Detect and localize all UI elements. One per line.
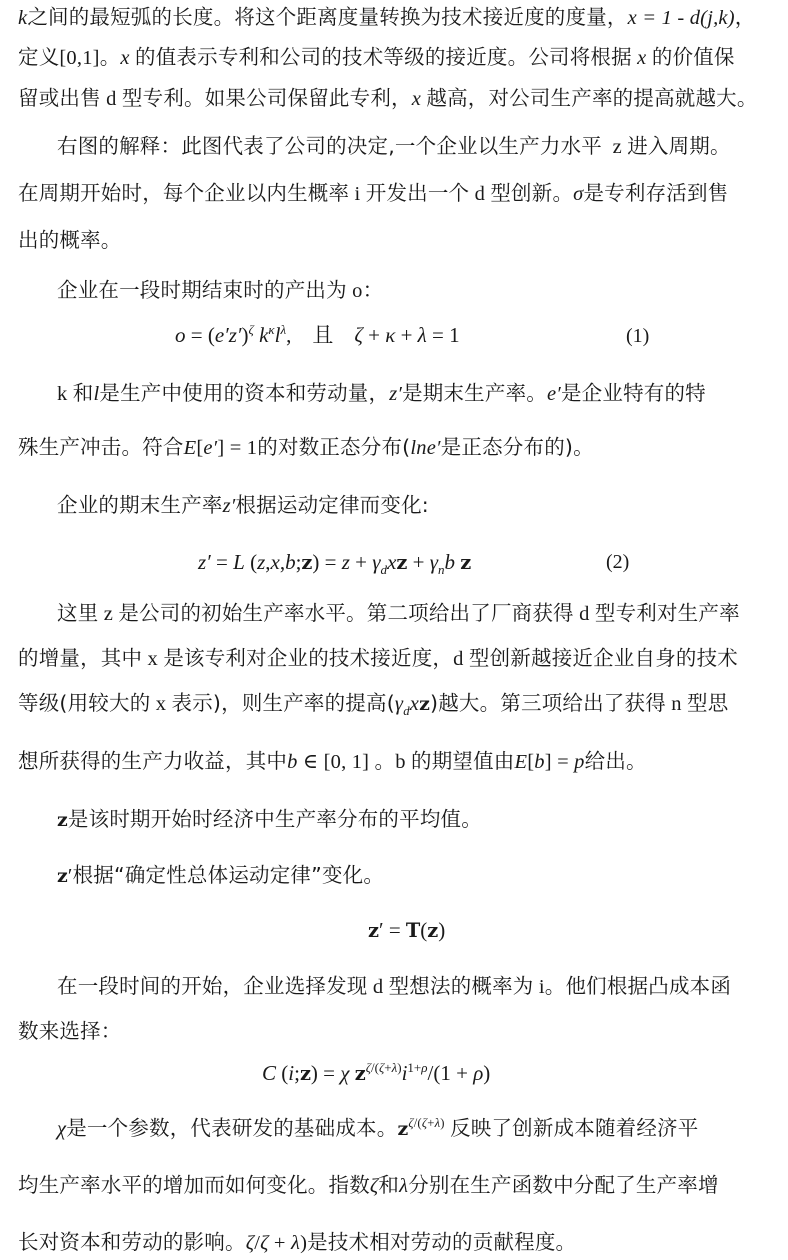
paragraph-line: 均生产率水平的增加而如何变化。指数ζ和λ分别在生产函数中分配了生产率增 <box>18 1173 719 1197</box>
paragraph-line: 出的概率。 <box>18 228 122 252</box>
paragraph-line: 殊生产冲击。符合E[e′] = 1的对数正态分布(lne′是正态分布的)。 <box>18 435 594 459</box>
paragraph-line: k之间的最短弧的长度。将这个距离度量转换为技术接近度的度量，x = 1 - d(j,k)， <box>18 5 756 29</box>
equation-number: (2) <box>606 551 630 573</box>
paragraph-line: 数来选择： <box>18 1019 122 1043</box>
paragraph-line: 企业的期末生产率z′根据运动定律而变化: <box>57 493 429 517</box>
paragraph-line: 企业在一段时期结束时的产出为 o： <box>57 278 384 302</box>
paragraph-line: 在周期开始时，每个企业以内生概率 i 开发出一个 d 型创新。σ是专利存活到售 <box>18 181 729 205</box>
paragraph-line: 右图的解释：此图代表了公司的决定,一个企业以生产力水平 z 进入周期。 <box>57 134 731 158</box>
paragraph-line: z′根据“确定性总体运动定律”变化。 <box>57 863 385 887</box>
equation-number: (1) <box>626 325 650 347</box>
equation-4: C (i;z) = χ $z^{\zeta/(\zeta+\lambda)}i^{1+\rho}/(1 + \rho)$ <box>262 1060 491 1085</box>
paragraph-line: z是该时期开始时经济中生产率分布的平均值。 <box>57 807 482 831</box>
paragraph-line: 定义[0,1]。x 的值表示专利和公司的技术等级的接近度。公司将根据 x 的价值保 <box>18 45 735 69</box>
paragraph-line: k 和l是生产中使用的资本和劳动量，z′是期末生产率。e′是企业特有的特 <box>57 381 706 405</box>
paragraph-line: 想所获得的生产力收益，其中b ∈ [0, 1] 。b 的期望值由E[b] = p给出。 <box>18 749 647 773</box>
paragraph-line: 在一段时间的开始，企业选择发现 d 型想法的概率为 i。他们根据凸成本函 <box>57 974 732 998</box>
equation-3: z′ = T(z) <box>368 918 446 942</box>
paragraph-line: 留或出售 d 型专利。如果公司保留此专利，x 越高，对公司生产率的提高就越大。 <box>18 86 758 110</box>
paragraph-line: 这里 z 是公司的初始生产率水平。第二项给出了厂商获得 d 型专利对生产率 <box>57 601 740 625</box>
paragraph-line: χ是一个参数，代表研发的基础成本。$z^{\zeta/(\zeta+\lambda)}$ 反映了创新成本随着经济平 <box>57 1116 699 1140</box>
paragraph-line: 等级(用较大的 x 表示)，则生产率的提高$(\gamma_dxz)$越大。第三项给出了获得 n 型思 <box>18 691 729 719</box>
paragraph-line: 的增量，其中 x 是该专利对企业的技术接近度，d 型创新越接近企业自身的技术 <box>18 646 739 670</box>
equation-1: $o = (e'z')^\zeta$ $k^\kappa l^\lambda$, 且 ζ + κ + λ = 1 <box>175 322 460 347</box>
paragraph-line: 长对资本和劳动的影响。ζ/ζ + λ)是技术相对劳动的贡献程度。 <box>18 1230 577 1254</box>
equation-2: z′ = L (z,x,b;z) = $z + \gamma_dxz + \gamma_nb$ z <box>198 550 472 578</box>
equation-conjunction: 且 <box>312 323 334 347</box>
